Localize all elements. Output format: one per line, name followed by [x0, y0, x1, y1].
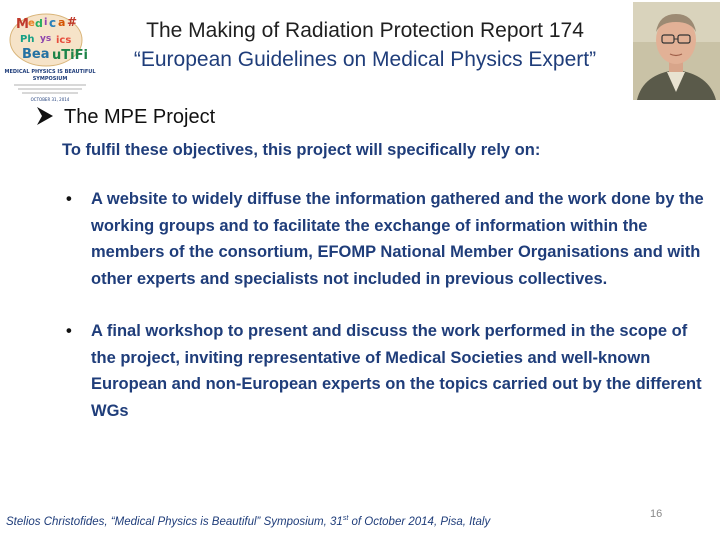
section-heading-text: The MPE Project	[64, 106, 216, 128]
svg-text:uTiFi: uTiFi	[52, 48, 88, 63]
svg-text:Ph: Ph	[20, 34, 35, 45]
bullet-dot-icon: •	[66, 190, 72, 208]
slide-title	[100, 16, 630, 74]
svg-text:d: d	[35, 17, 43, 30]
title-line-1: The Making of Radiation Protection Report 174	[146, 19, 584, 42]
speaker-portrait-icon	[633, 2, 720, 100]
svg-text:e: e	[28, 18, 35, 29]
footer-text-after: of October 2014, Pisa, Italy	[348, 515, 491, 528]
svg-text:a: a	[58, 16, 66, 29]
svg-text:Bea: Bea	[22, 47, 50, 62]
svg-text:MEDICAL PHYSICS IS BEAUTIFUL: MEDICAL PHYSICS IS BEAUTIFUL	[4, 69, 96, 75]
svg-text:ys: ys	[40, 34, 52, 44]
svg-text:#: #	[67, 15, 78, 29]
list-item	[62, 318, 707, 424]
arrowhead-bullet-icon	[36, 106, 54, 126]
svg-text:SYMPOSIUM: SYMPOSIUM	[32, 76, 68, 82]
footer-superscript: st	[342, 515, 349, 522]
svg-text:c: c	[49, 16, 57, 30]
list-item	[62, 186, 707, 292]
intro-paragraph: To fulfil these objectives, this project will specifically rely on:	[62, 141, 541, 159]
footer-text-before: Stelios Christofides, “Medical Physics is Beautiful” Symposium, 31	[6, 515, 343, 528]
footer-citation	[6, 515, 490, 528]
svg-text:OCTOBER 31, 2014: OCTOBER 31, 2014	[30, 97, 70, 102]
symposium-logo	[0, 2, 100, 104]
bullet-dot-icon: •	[66, 322, 72, 340]
bullet-text: A website to widely diffuse the information gathered and the work done by the working groups and to facilitate the exchange of information within the members of the consortium, EFOMP National Member Organisations and with other experts and specialists not included in previous collectives.	[91, 190, 704, 288]
svg-text:i: i	[44, 17, 48, 28]
bullet-text: A final workshop to present and discuss the work performed in the scope of the project, inviting representative of Medical Societies and well-known European and non-European experts on the topics carried out by the different WGs	[91, 322, 702, 420]
title-line-2: “European Guidelines on Medical Physics Expert”	[133, 48, 597, 71]
svg-text:ics: ics	[56, 35, 72, 46]
section-heading	[36, 104, 215, 130]
page-number: 16	[650, 508, 663, 520]
bullet-list	[62, 186, 707, 424]
svg-text:M: M	[16, 17, 29, 32]
